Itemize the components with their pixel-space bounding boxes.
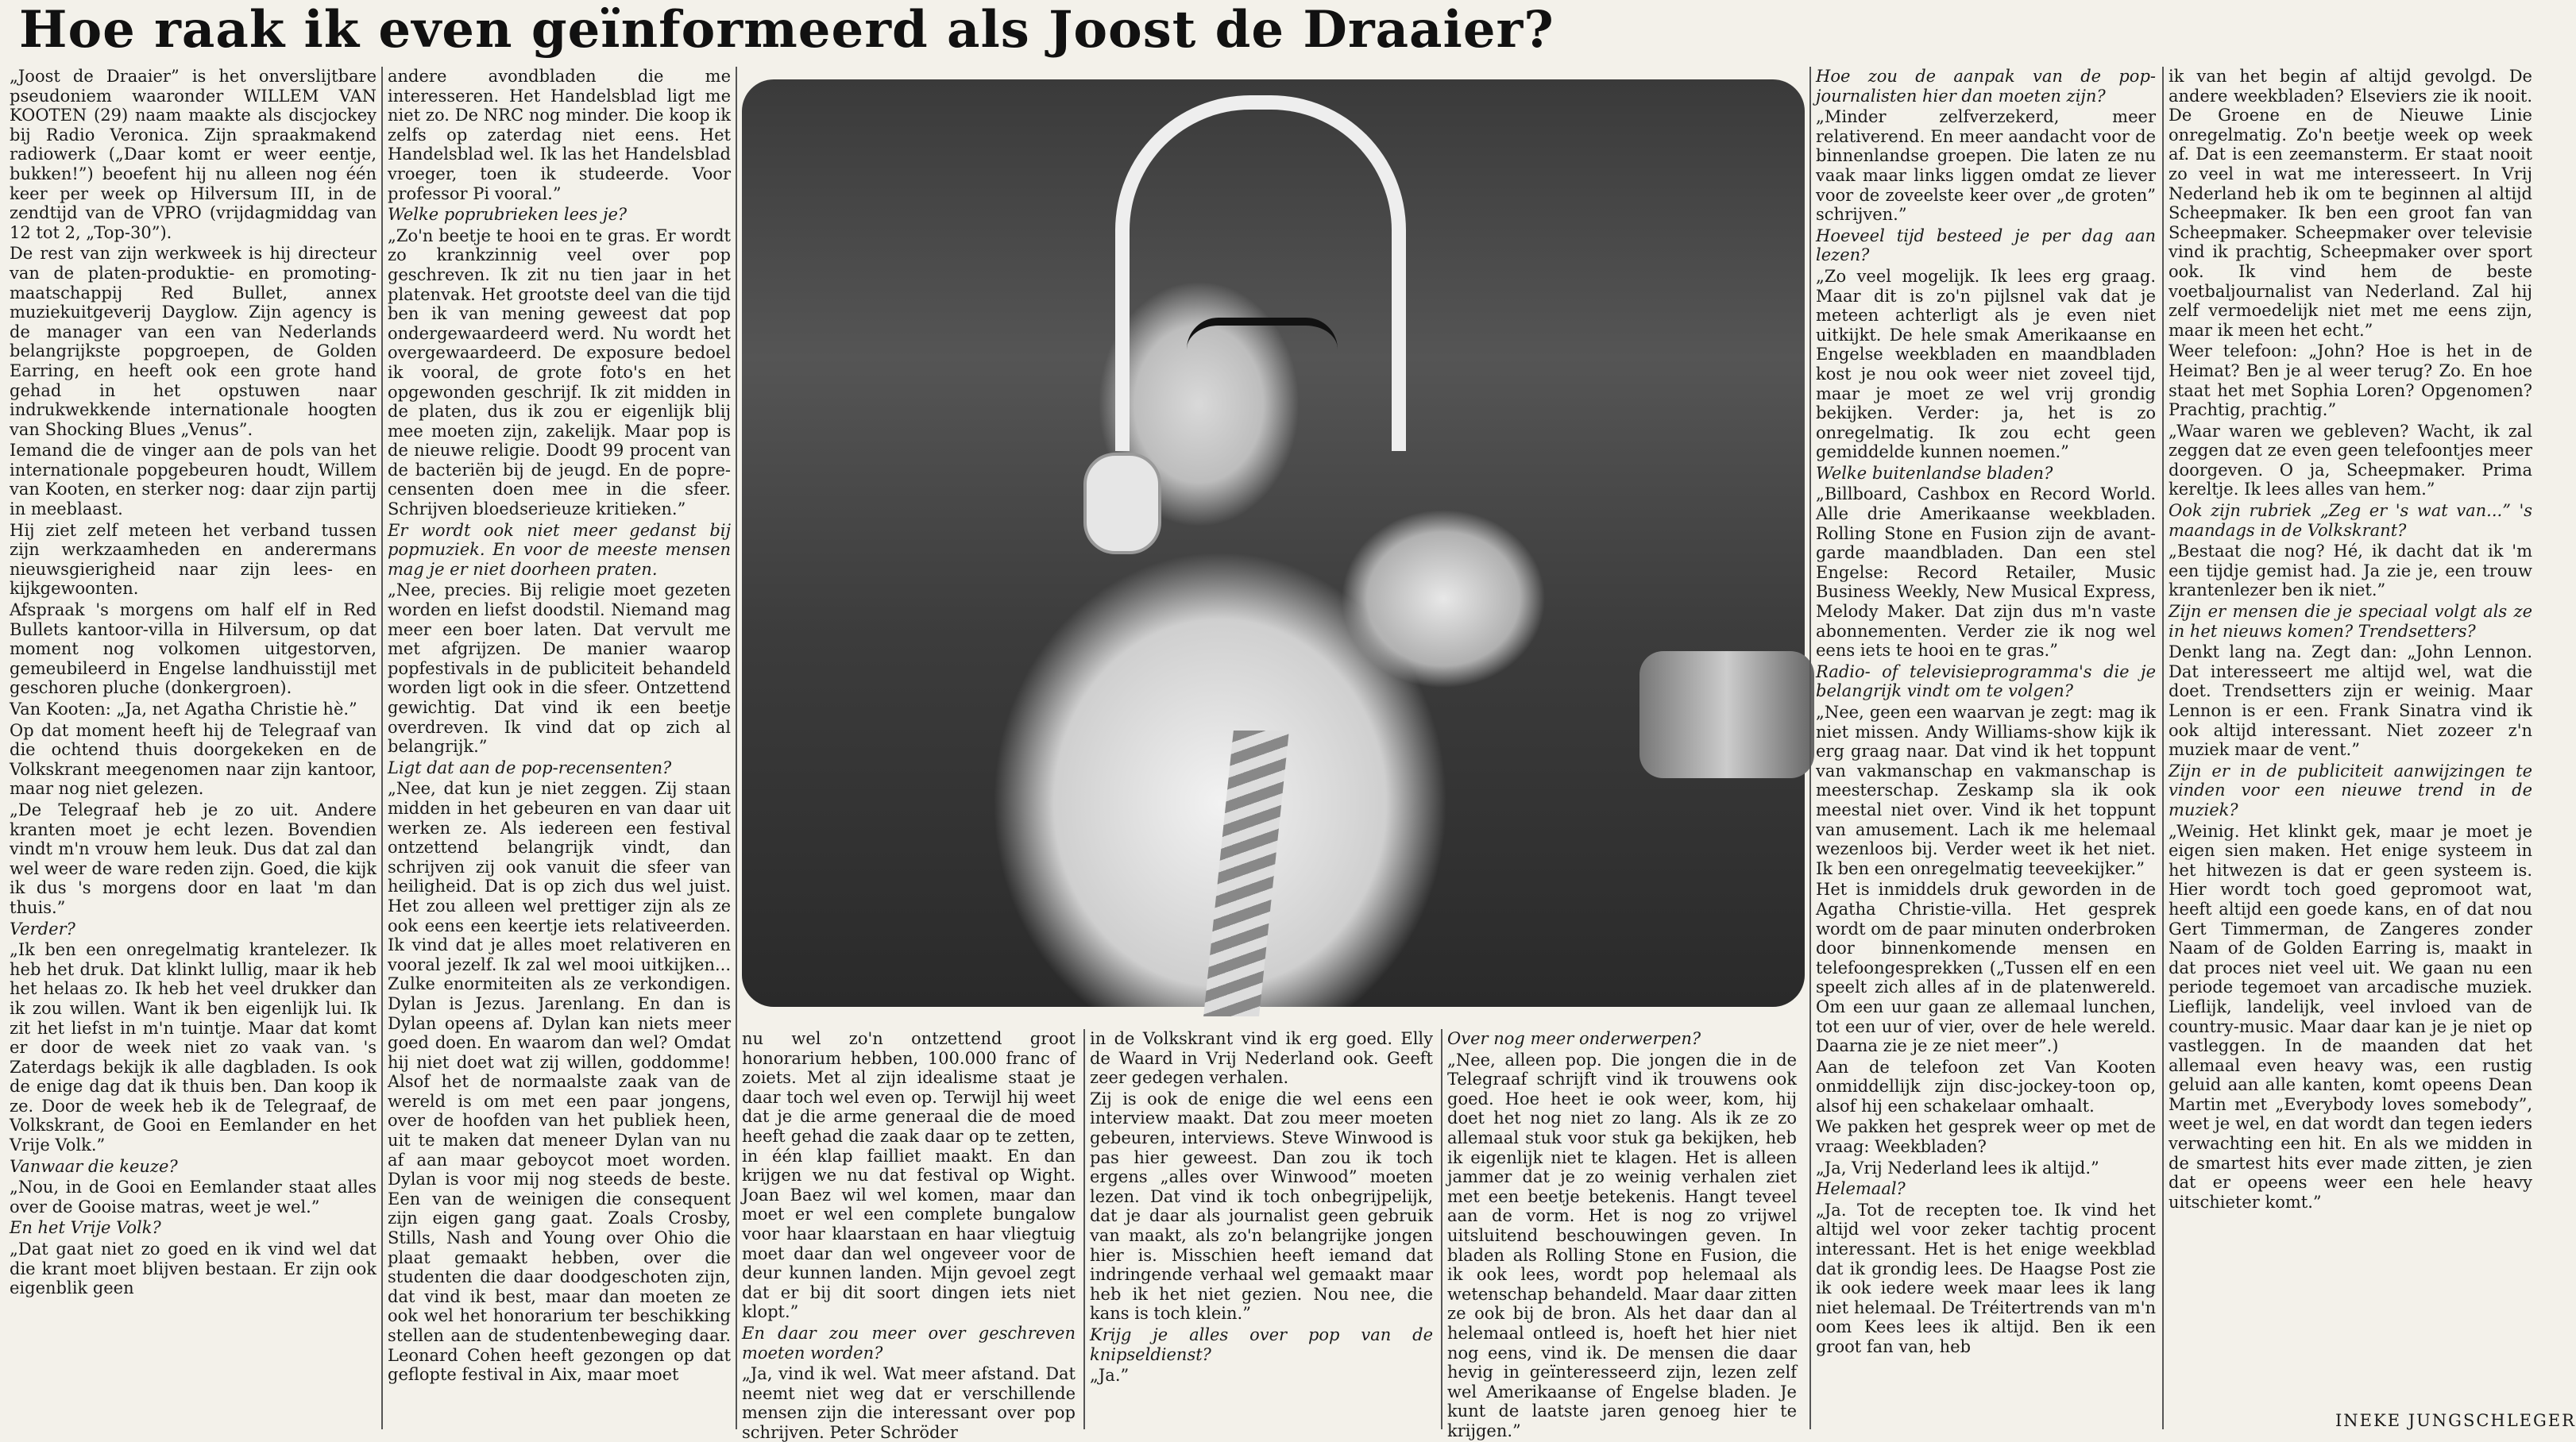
interview-question: Krijg je alles over pop van de knipseldienst? [1090,1324,1433,1364]
interview-question: Hoeveel tijd besteed je per dag aan lezen? [1816,226,2156,265]
article-paragraph: „Zo veel mogelijk. Ik lees erg graag. Maar dit is zo'n pijlsnel vak dat je meteen achterligt als je even niet uitkijkt. De hele smak Amerikaanse en Engelse weekbladen en maandbladen kost je nou ook weer niet zoveel tijd, maar je moet ze wel vrij grondig bekijken. Verder: ja, het is zo onregelmatig. Ik zou echt geen gemiddelde kunnen noemen.” [1816,266,2156,462]
article-paragraph: nu wel zo'n ontzettend groot honorarium hebben, 100.000 franc of zoiets. Met al zijn idealisme staat je daar toch wel even op. Terwijl hij weet dat je die arme generaal die de moed heeft gehad die zaak daar op te zetten, in één klap failliet maakt. En dan krijgen we nu dat festival op Wight. Joan Baez wil wel komen, maar dan moet er wel een complete bungalow voor haar klaarstaan en haar vliegtuig moet daar dan wel ongeveer voor de deur kunnen landen. Mijn gevoel zegt dat er bij dit soort dingen iets niet klopt.” [742,1029,1076,1322]
headline: Hoe raak ik even geïnformeerd als Joost de Draaier? [19,0,1554,60]
article-paragraph: We pakken het gesprek weer op met de vraag: Weekbladen? [1816,1117,2156,1157]
article-column-5 [1447,1029,1797,1440]
article-paragraph: „Nou, in de Gooi en Eemlander staat alles over de Gooise matras, weet je wel.” [10,1178,377,1216]
interview-question: Welke buitenlandse bladen? [1816,463,2053,483]
interview-question: Zijn er mensen die je speciaal volgt als ze in het nieuws komen? Trendsetters? [2169,602,2532,641]
article-paragraph: „Waar waren we gebleven? Wacht, ik zal zeggen dat ze even geen telefoontjes meer doorgeven. O ja, Scheepmaker. Prima kereltje. Ik lees alles van hem.” [2169,421,2532,499]
article-paragraph: Aan de telefoon zet Van Kooten onmiddellijk zijn disc-jockey-toon op, alsof hij een schakelaar omhaalt. [1816,1057,2156,1116]
interview-question: Zijn er in de publiciteit aanwijzingen te vinden voor een nieuwe trend in de muziek? [2169,761,2532,819]
interview-question: Welke poprubrieken lees je? [388,205,628,225]
article-paragraph: Weer telefoon: „John? Hoe is het in de Heimat? Ben je al weer terug? Zo. En hoe staat het met Sophia Loren? Opgenomen? Prachtig, prachtig.” [2169,341,2532,420]
article-paragraph: „De Telegraaf heb je zo uit. Andere kranten moet je echt lezen. Bovendien vindt m'n vrouw hem leuk. Dus dat zal dan wel weer de ware reden zijn. Goed, die kijk ik dus 's morgens door en laat 'm dan thuis.” [10,800,377,917]
column-divider [381,67,383,1429]
article-column-4 [1090,1029,1433,1429]
article-column-3 [742,1029,1076,1442]
interview-question: Radio- of televisieprogramma's die je belangrijk vindt om te volgen? [1816,661,2156,701]
article-paragraph: Hij ziet zelf meteen het verband tussen zijn werkzaamheden en anderermans nieuwsgierigheid naar zijn lees- en kijkgewoonten. [10,520,377,599]
article-paragraph: „Bestaat die nog? Hé, ik dacht dat ik 'm een tijdje gemist had. Ja zie je, een trouw krantenlezer ben ik niet.” [2169,542,2532,600]
article-paragraph: „Ja, vind ik wel. Wat meer afstand. Dat neemt niet weg dat er verschillende mensen zijn die interessant over pop schrijven. Peter Schröder [742,1364,1076,1442]
interview-question: Verder? [10,919,75,939]
interview-question: En daar zou meer over geschreven moeten worden? [742,1323,1076,1363]
article-paragraph: Het is inmiddels druk geworden in de Agatha Christie-villa. Het gesprek wordt om de paar minuten onderbroken door binnenkomende mensen en telefoongesprekken („Tussen elf en een speelt zich alles af in de platenwereld. Om een uur gaan ze allemaal lunchen, tot een uur of vier, over de hele wereld. Daarna zie je ze niet meer”.) [1816,880,2156,1056]
article-paragraph: „Nee, alleen pop. Die jongen die in de Telegraaf schrijft vind ik trouwens ook goed. Hoe heet ie ook weer, kom, hij doet het nog niet zo lang. Als ik ze zo allemaal stuk voor stuk ga bekijken, heb ik eigenlijk niet te klagen. Het is alleen jammer dat je zo weinig verhalen ziet met een beetje betekenis. Hangt teveel aan de vorm. Het is nog zo vrijwel uitsluitend beschouwingen geven. In bladen als Rolling Stone en Fusion, die ik ook lees, wordt pop helemaal als wetenschap behandeld. Maar daar zitten ze ook bij de bron. Als het daar dan al helemaal ontleed is, hoeft het hier niet nog eens, vind ik. De mensen die daar hevig in geïnteresseerd zijn, lezen zelf wel Amerikaanse of Engelse bladen. Je kunt de laatste jaren genoeg hier te krijgen.” [1447,1050,1797,1440]
column-divider [1441,1029,1442,1429]
interview-question: Over nog meer onderwerpen? [1447,1029,1701,1048]
article-paragraph: „Nee, precies. Bij religie moet gezeten worden en liefst doodstil. Niemand mag meer een boer laten. Dat vervult me met afgrijzen. De manier waarop popfestivals in de publiciteit behandeld worden ligt ook in die sfeer. Ontzettend gewichtig. Dat vind ik een beetje overdreven. Ik vind dat op zich al belangrijk.” [388,580,731,757]
article-paragraph: „Ik ben een onregelmatig krantelezer. Ik heb het druk. Dat klinkt lullig, maar ik heb het helaas zo. Ik heb het veel drukker dan ik zou willen. Want ik ben eigenlijk lui. Ik zit het liefst in m'n tuintje. Maar dat komt er door de week niet zo vaak van. 's Zaterdags bekijk ik alle dagbladen. Is ook de enige dag dat ik thuis ben. Dan koop ik ze. Door de week heb ik de Telegraaf, de Volkskrant, de Gooi en Eemlander en het Vrije Volk.” [10,940,377,1155]
interview-question: Helemaal? [1816,1179,1906,1199]
article-paragraph: Van Kooten: „Ja, net Agatha Christie hè.” [10,700,357,719]
column-divider [1083,1029,1085,1429]
article-paragraph: „Billboard, Cashbox en Record World. Alle drie Amerikaanse weekbladen. Rolling Stone en Fusion zijn de avant-garde maandbladen. Dan een stel Engelse: Record Retailer, Music Business Weekly, New Musical Express, Melody Maker. Dat zijn dus m'n vaste abonnementen. Verder zie ik nog wel eens iets te hooi en te gras.” [1816,484,2156,661]
article-column-7 [2169,67,2532,1407]
interview-question: Ook zijn rubriek „Zeg er 's wat van...” 's maandags in de Volkskrant? [2169,501,2532,540]
article-paragraph: Iemand die de vinger aan de pols van het internationale popgebeuren houdt, Willem van Kooten, en sterker nog: daar zijn partij in meeblaast. [10,441,377,519]
tie [1203,731,1289,1016]
byline: INEKE JUNGSCHLEGER [2335,1411,2576,1430]
article-paragraph: „Ja. Tot de recepten toe. Ik vind het altijd wel voor zeker tachtig procent interessant. Het is het enige weekblad dat ik grondig lees. De Haagse Post zie ik ook iedere week maar lees ik lang niet helemaal. De Tréitertrends van m'n oom Kees lees ik altijd. Ben ik een groot fan van, heb [1816,1200,2156,1356]
article-paragraph: „Dat gaat niet zo goed en ik vind wel dat die krant moet blijven bestaan. Er zijn ook eigenblik geen [10,1240,377,1298]
microphone [1639,651,1814,778]
article-paragraph: „Minder zelfverzekerd, meer relativerend. En meer aandacht voor de binnenlandse groepen. Die laten ze nu vaak maar links liggen omdat ze liever voor de zoveelste keer over „de groten” schrijven.” [1816,107,2156,225]
article-paragraph: „Weinig. Het klinkt gek, maar je moet je eigen sien maken. Het enige systeem in het hitwezen is dat er geen systeem is. Hier wordt toch goed gepromoot wat, heeft altijd een goede kans, en of dat nou Gert Timmerman, de Zangeres zonder Naam of de Golden Earring is, maakt in dat proces niet veel uit. We gaan nu een periode tegemoet van arcadische muziek. Lieflijk, landelijk, veel invloed van de country-music. Maar daar kan je je niet op vastleggen. In de maanden dat het allemaal even heavy was, een rustig geluid aan alle kanten, komt opeens Dean Martin met „Everybody loves somebody”, weet je wel, en dat wordt dan tegen ieders verwachting een hit. En als we midden in de smartest hits ever made zitten, je zien dat er opeens weer een hele heavy uitschieter komt.” [2169,821,2532,1212]
article-paragraph: Afspraak 's morgens om half elf in Red Bullets kantoor-villa in Hilversum, op dat moment nog volkomen uitgestorven, gemeubileerd in Engelse landhuisstijl met geschoren pluche (donkergroen). [10,600,377,698]
interview-question: Vanwaar die keuze? [10,1156,178,1176]
article-paragraph: De rest van zijn werkweek is hij directeur van de platen-produktie- en promoting-maatschappij Red Bullet, annex muziekuitgeverij Dayglow. Zijn agency is de manager van een van Nederlands belangrijkste popgroepen, de Golden Earring, en heeft ook een grote hand gehad in het opstuwen naar indrukwekkende internationale hoogten van Shocking Blues „Venus”. [10,244,377,439]
article-paragraph: „Joost de Draaier” is het onverslijtbare pseudoniem waaronder WILLEM VAN KOOTEN (29) naam maakte als discjockey bij Radio Veronica. Zijn spraakmakend radiowerk („Daar komt er weer eentje, bukken!”) beoefent hij nu alleen nog één keer per week op Hilversum III, in de zendtijd van de VPRO (vrijdagmiddag van 12 tot 2, „Top-30”). [10,67,377,242]
article-paragraph: Denkt lang na. Zegt dan: „John Lennon. Dat interesseert me altijd wel, wat die doet. Trendsetters zijn er weinig. Maar Lennon is er een. Frank Sinatra vind ik ook altijd interessant. Niet zozeer z'n muziek maar de vent.” [2169,642,2532,760]
article-column-1 [10,67,377,1429]
article-paragraph: „Ja.” [1090,1366,1130,1386]
article-column-6 [1816,67,2156,1429]
article-paragraph: „Ja, Vrij Nederland lees ik altijd.” [1816,1158,2099,1178]
interview-question: Hoe zou de aanpak van de pop-journalisten hier dan moeten zijn? [1816,67,2156,106]
column-divider [2162,67,2164,1429]
glasses [1187,318,1338,381]
photo-willem-van-kooten [742,79,1805,1007]
article-paragraph: Zij is ook de enige die wel eens een interview maakt. Dat zou meer moeten gebeuren, interviews. Steve Winwood is pas hier geweest. Dan zou ik toch ergens „alles over Winwood” moeten lezen. Dat vind ik toch onbegrijpelijk, dat je daar als journalist geen gebruik van maakt, als zo'n belangrijke jongen hier is. Misschien heeft iemand dat indringende verhaal wel gemaakt maar heb ik het niet gezien. Nou nee, die kans is toch klein.” [1090,1089,1433,1324]
article-paragraph: „Zo'n beetje te hooi en te gras. Er wordt zo krankzinnig veel over pop geschreven. Ik zit nu tien jaar in het platenvak. Het grootste deel van die tijd ben ik van mening geweest dat pop ondergewaardeerd werd. Nu wordt het overgewaardeerd. De exposure bedoel ik vooral, de grote foto's en het opgewonden geschrijf. Ik zit midden in de platen, dus ik zou er eigenlijk blij mee moeten zijn, zakelijk. Maar pop is de nieuwe religie. Doodt 99 procent van de bacteriën bij de jeugd. En de poprecensenten doen mee in die sfeer. Schrijven bloedserieuze kritieken.” [388,226,731,519]
column-divider [1809,67,1811,1429]
headset-band [1115,95,1406,451]
article-column-2 [388,67,731,1429]
article-paragraph: Op dat moment heeft hij de Telegraaf van die ochtend thuis doorgekeken en de Volkskrant meegenomen naar zijn kantoor, maar nog niet gelezen. [10,720,377,799]
article-paragraph: in de Volkskrant vind ik erg goed. Elly de Waard in Vrij Nederland ook. Geeft zeer gedegen verhalen. [1090,1029,1433,1088]
headset-earcup [1083,453,1161,554]
article-paragraph: „Nee, geen een waarvan je zegt: mag ik niet missen. Andy Williams-show kijk ik erg graag naar. Dat vind ik het toppunt van vakmanschap en vakmanschap is meesterschap. Zeskamp sla ik ook meestal niet over. Vind ik het toppunt van amusement. Lach ik me helemaal wezenloos bij. Verder weet ik het niet. Ik ben een onregelmatig teeveekijker.” [1816,703,2156,878]
interview-question: Er wordt ook niet meer gedanst bij popmuziek. En voor de meeste mensen mag je er niet doorheen praten. [388,520,731,579]
column-divider [736,67,737,1429]
interview-question: Ligt dat aan de pop-recensenten? [388,758,672,777]
article-paragraph: andere avondbladen die me interesseren. Het Handelsblad ligt me niet zo. De NRC nog minder. Die koop ik zelfs op zaterdag niet eens. Het Handelsblad wel. Ik las het Handelsblad vroeger, toen ik studeerde. Voor professor Pi vooral.” [388,67,731,203]
article-paragraph: ik van het begin af altijd gevolgd. De andere weekbladen? Elseviers zie ik nooit. De Groene en de Nieuwe Linie onregelmatig. Zo'n beetje week op week af. Dat is een zeemansterm. Er staat nooit zo veel in wat me interesseert. In Vrij Nederland heb ik om te beginnen al altijd Scheepmaker. Ik ben een groot fan van Scheepmaker. Scheepmaker over televisie vind ik prachtig, Scheepmaker over sport ook. Ik vind hem de beste voetbaljournalist van Nederland. Zal hij zelf vermoedelijk niet met me eens zijn, maar ik meen het echt.” [2169,67,2532,340]
interview-question: En het Vrije Volk? [10,1218,161,1238]
article-paragraph: „Nee, dat kun je niet zeggen. Zij staan midden in het gebeuren en van daar uit werken ze. Als iedereen een festival ontzettend belangrijk vindt, dan schrijven zij ook vanuit die sfeer van heiligheid. Dat is op zich dus wel juist. Het zou alleen wel prettiger zijn als ze ook eens een keertje iets relativeerden. Ik vind dat je alles moet relativeren en vooral jezelf. Ik zal wel mooi uitkijken... Zulke enormiteiten als ze verkondigen. Dylan is Jezus. Jarenlang. En dan is Dylan opeens af. Dylan kan niets meer goed doen. En waarom dan wel? Omdat hij niet doet wat zij willen, goddomme! Alsof het de normaalste zaak van de wereld is om met een paar jongens, over de hoofden van het publiek heen, uit te maken dat meneer Dylan van nu af aan maar geboycot moet worden. Dylan is voor mij nog steeds de beste. Een van de weinigen die consequent zijn eigen gang gaat. Zoals Crosby, Stills, Nash and Young over Ohio die plaat gemaakt hebben, over die studenten die daar doodgeschoten zijn, dat vind ik best, maar dan moeten ze ook wel het honorarium ter beschikking stellen aan de studentenbeweging daar. Leonard Cohen heeft gezongen op dat geflopte festival in Aix, maar moet [388,779,731,1385]
